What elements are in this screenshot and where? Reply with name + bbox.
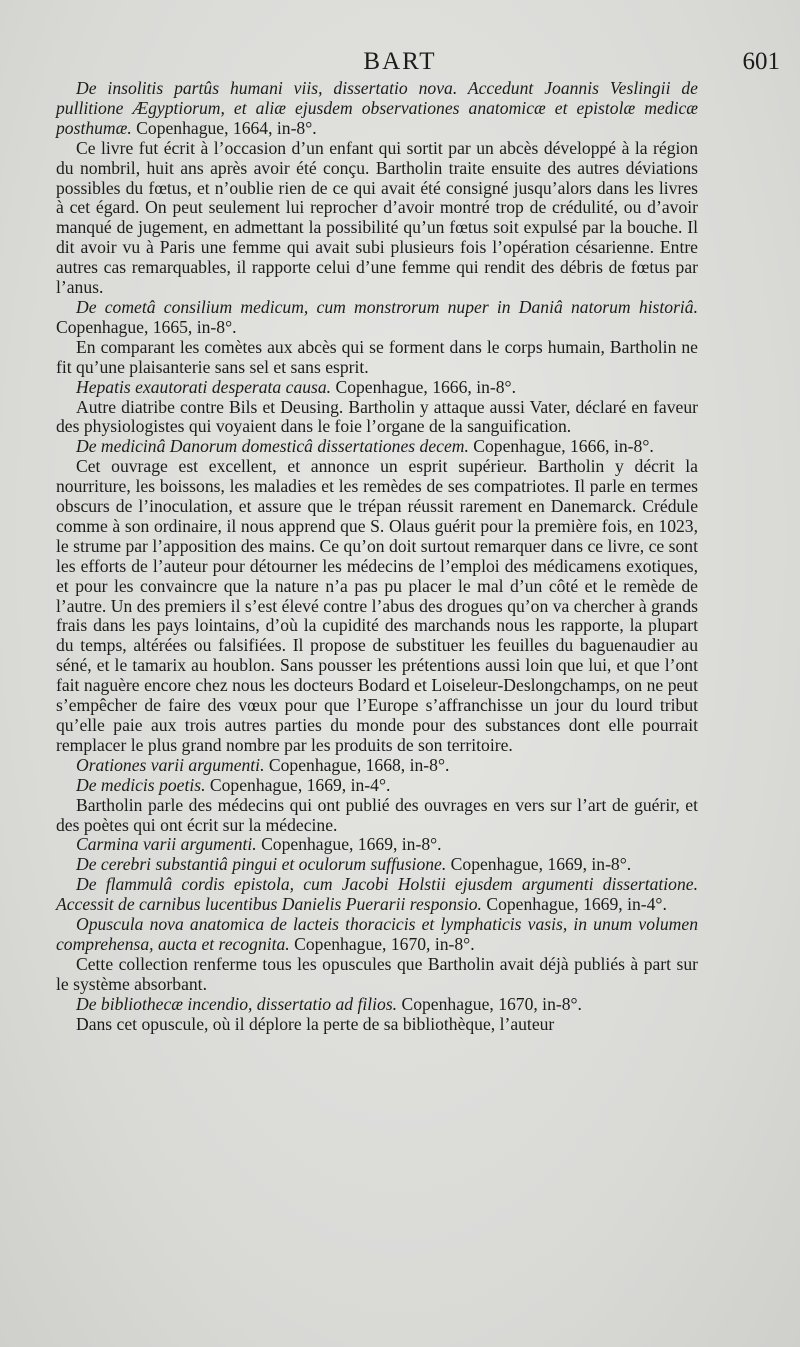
entry-publication: Copenhague, 1670, in-8°. — [397, 993, 582, 1014]
page-body — [56, 79, 698, 1035]
running-head: BART — [363, 48, 437, 75]
entry-publication: Copenhague, 1668, in-8°. — [264, 754, 450, 775]
entry-publication: Copenhague, 1666, in-8°. — [468, 436, 654, 457]
commentary-paragraph: Bartholin parle des médecins qui ont publié des ouvrages en vers sur l’art de guérir, et des poètes qui ont écrit sur la médecine. — [56, 794, 698, 835]
commentary-paragraph: Cette collection renferme tous les opuscules que Bartholin avait déjà publiés à part sur le système absorbant. — [56, 953, 698, 994]
entry-publication: Copenhague, 1669, in-4°. — [481, 894, 667, 915]
commentary-paragraph: Cet ouvrage est excellent, et annonce un esprit supérieur. Bartholin y décrit la nourriture, les boissons, les maladies et les remèdes de ses compatriotes. Il parle en termes obscurs de l’inoculation, et assure que le trépan réussit rarement en Danemarck. Crédule comme à son ordinaire, il nous apprend que S. Olaus guérit pour la première fois, en 1023, le strume par l’apposition des mains. Ce qu’on doit surtout remarquer dans ce livre, ce sont les efforts de l’auteur pour détourner les médecins de l’emploi des médicamens exotiques, et pour les convaincre que la nature n’a pas pu placer le mal d’un côté et le remède de l’autre. Un des premiers il s’est élevé contre l’abus des drogues qu’on va chercher à grands frais dans les pays lointains, d’où la cupidité des marchands nous les rapporte, la plupart du temps, altérées ou falsifiées. Il propose de substituer les feuilles du baguenaudier au séné, et le tamarix au houblon. Sans pousser les prétentions aussi loin que lui, et que l’ont fait naguère encore chez nous les docteurs Bodard et Loiseleur-Deslongchamps, on ne peut s’empêcher de faire des vœux pour que l’Europe s’affranchisse un jour du lourd tribut qu’elle paie aux trois autres parties du monde pour des substances dont elle pourrait remplacer le plus grand nombre par les produits de son territoire. — [56, 456, 698, 755]
page-header — [0, 48, 800, 82]
bibliography-entry — [56, 875, 698, 915]
bibliography-entry — [56, 855, 698, 875]
page-number: 601 — [742, 48, 780, 75]
bibliography-entry — [56, 298, 698, 338]
entry-publication: Copenhague, 1669, in-8°. — [256, 834, 442, 855]
bibliography-entry — [56, 79, 698, 139]
commentary-paragraph: Dans cet opuscule, où il déplore la perte de sa bibliothèque, l’auteur — [76, 1013, 555, 1034]
entry-publication: Copenhague, 1669, in-4°. — [205, 774, 391, 795]
bibliography-entry — [56, 776, 698, 796]
bibliography-entry — [56, 915, 698, 955]
entry-publication: Copenhague, 1664, in-8°. — [131, 117, 317, 138]
entry-title: Carmina varii argumenti. — [76, 834, 257, 855]
entry-title: De cometâ consilium medicum, cum monstrorum nuper in Daniâ natorum historiâ. — [76, 296, 698, 317]
commentary-paragraph: En comparant les comètes aux abcès qui se forment dans le corps humain, Bartholin ne fit qu’une plaisanterie sans sel et sans esprit. — [56, 336, 698, 377]
entry-title: De insolitis partûs humani viis, dissertatio nova. Accedunt Joannis Veslingii de pullitione Ægyptiorum, et aliæ ejusdem observationes anatomicæ et epistolæ medicæ posthumæ. — [56, 78, 698, 138]
entry-publication: Copenhague, 1669, in-8°. — [446, 854, 632, 875]
entry-title: Hepatis exautorati desperata causa. — [76, 376, 332, 397]
entry-publication: Copenhague, 1670, in-8°. — [289, 933, 475, 954]
entry-title: De medicis poetis. — [76, 774, 206, 795]
entry-title: Orationes varii argumenti. — [76, 754, 265, 775]
bibliography-entry — [56, 378, 698, 398]
entry-title: Opuscula nova anatomica de lacteis thoracicis et lymphaticis vasis, in unum volumen comprehensa, aucta et recognita. — [56, 914, 698, 954]
commentary-paragraph: Ce livre fut écrit à l’occasion d’un enfant qui sortit par un abcès développé à la région du nombril, huit ans après avoir été conçu. Bartholin traite ensuite des autres déviations possibles du fœtus, et n’oublie rien de ce qui avait été consigné jusqu’alors dans les livres à cet égard. On peut seulement lui reprocher d’avoir montré trop de crédulité, ou d’avoir manqué de jugement, en admettant la possibilité qu’un fœtus soit expulsé par la bouche. Il dit avoir vu à Paris une femme qui avait subi plusieurs fois l’opération césarienne. Entre autres cas remarquables, il rapporte celui d’une femme qui rendit des débris de fœtus par l’anus. — [56, 137, 698, 298]
entry-publication: Copenhague, 1665, in-8°. — [56, 316, 237, 337]
entry-title: De medicinâ Danorum domesticâ dissertationes decem. — [76, 436, 469, 457]
entry-title: De cerebri substantiâ pingui et oculorum suffusione. — [76, 854, 447, 875]
bibliography-entry — [56, 437, 698, 457]
bibliography-entry — [56, 995, 698, 1015]
bibliography-entry — [56, 756, 698, 776]
entry-title: De bibliothecæ incendio, dissertatio ad filios. — [76, 993, 398, 1014]
bibliography-entry — [56, 835, 698, 855]
entry-publication: Copenhague, 1666, in-8°. — [331, 376, 516, 397]
entry-title: De flammulâ cordis epistola, cum Jacobi Holstii ejusdem argumenti dissertatione. Accessit de carnibus lucentibus Danielis Puerarii responsio. — [56, 874, 698, 915]
commentary-paragraph: Autre diatribe contre Bils et Deusing. Bartholin y attaque aussi Vater, déclaré en faveur des physiologistes qui voyaient dans le foie l’organe de la sanguification. — [56, 396, 698, 437]
